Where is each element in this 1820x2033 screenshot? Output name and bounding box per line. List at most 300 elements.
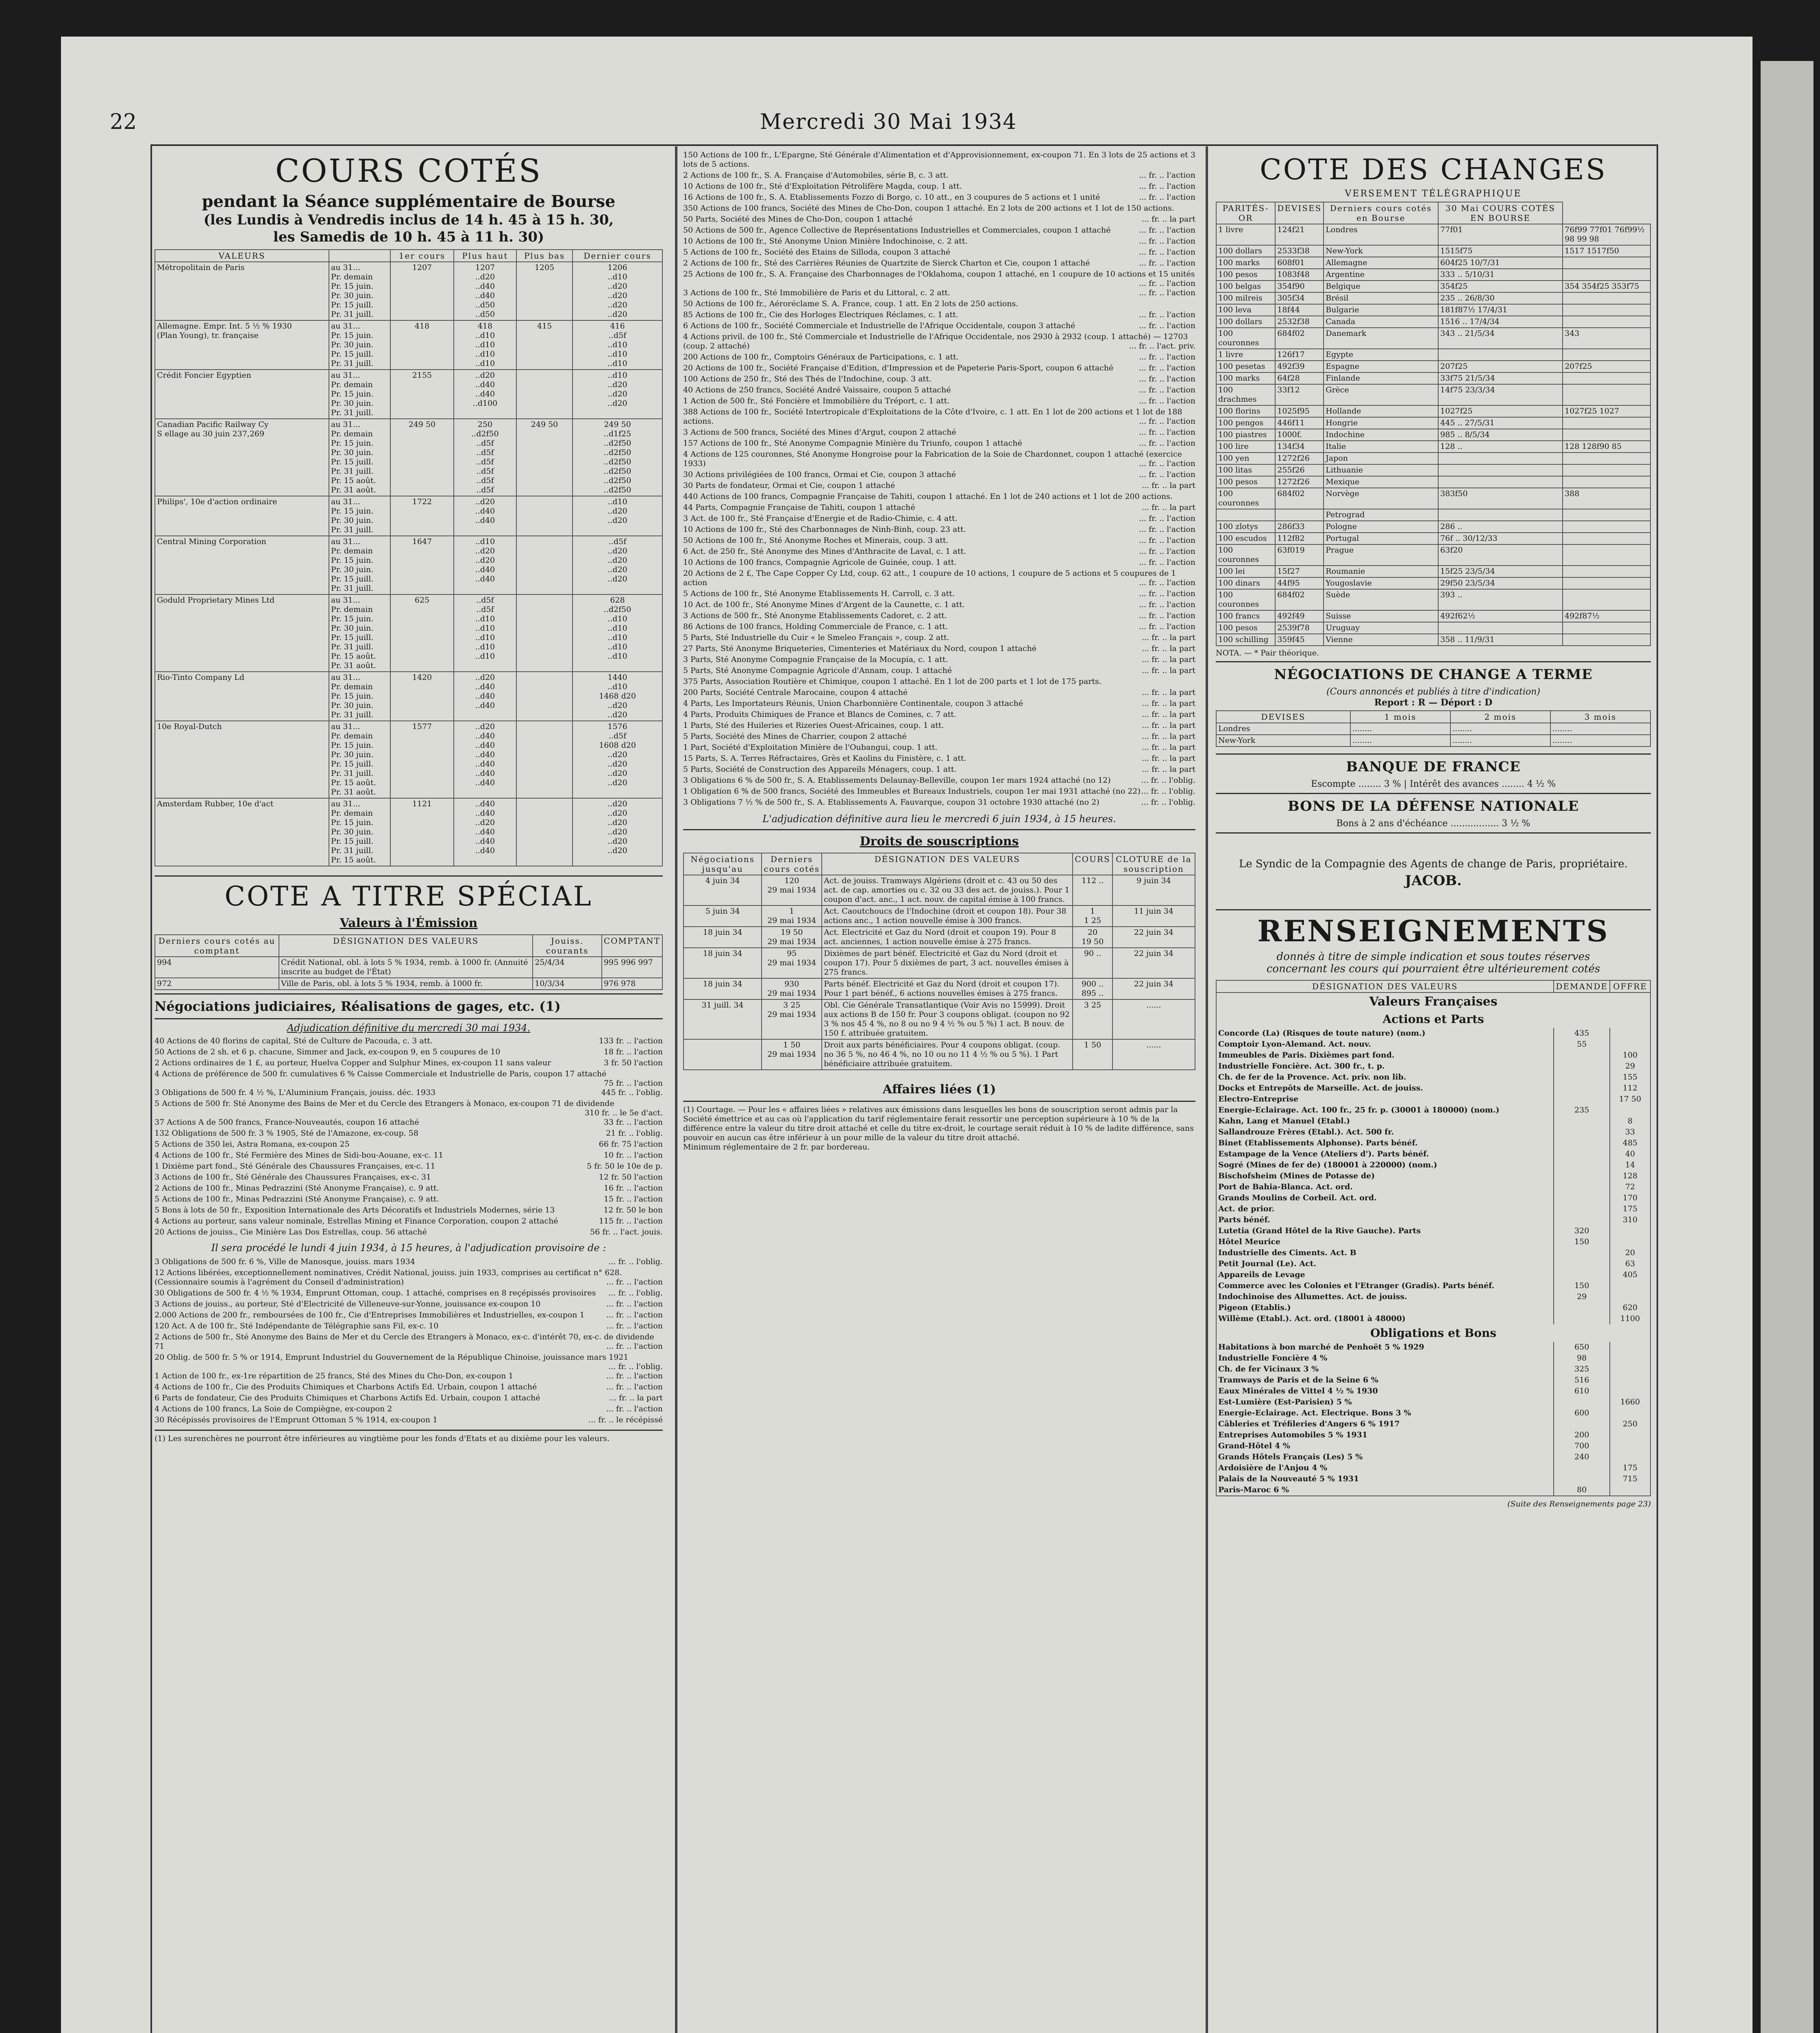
lot-text: 6 Parts de fondateur, Cie des Produits Chimiques et Charbons Actifs Ed. Urbain, coupon 1 attaché — [155, 1393, 540, 1402]
renseignements-cell: 170 — [1610, 1193, 1650, 1204]
changes-cell: 100 milreis — [1216, 292, 1275, 304]
terme-header: DEVISES — [1216, 711, 1350, 723]
lot-price: 18 fr. .. l'action — [603, 1047, 663, 1056]
renseignements-cell: Câbleries et Tréfileries d'Angers 6 % 1917 — [1216, 1419, 1554, 1430]
droits-header: DÉSIGNATION DES VALEURS — [822, 853, 1073, 875]
lot-price: ... fr. .. l'action — [606, 1342, 663, 1351]
lot-text: 4 Actions au porteur, sans valeur nominale, Estrellas Mining et Finance Corporation, coupon 2 attaché — [155, 1217, 558, 1225]
cours-cell: 418 ..d10 ..d10 ..d10 ..d10 — [454, 320, 516, 370]
terme-table — [1216, 710, 1651, 747]
changes-cell: Norvège — [1324, 488, 1438, 509]
lot-text: 1 Obligation 6 % de 500 francs, Société des Immeubles et Bureaux Industriels, coupon 1er mai 1931 attaché (no 22) — [683, 787, 1141, 796]
table-row — [1216, 429, 1650, 441]
titre-special-title: COTE A TITRE SPÉCIAL — [155, 875, 663, 912]
droits-header: COURS — [1073, 853, 1112, 875]
changes-cell: New-York — [1324, 245, 1438, 257]
table-row — [1216, 1127, 1650, 1138]
table-row — [1216, 488, 1650, 509]
list-item — [683, 450, 1195, 468]
terme-title: NÉGOCIATIONS DE CHANGE A TERME — [1274, 666, 1593, 683]
lot-text: 3 Obligations de 500 fr. 6 %, Ville de Manosque, jouiss. mars 1934 — [155, 1257, 415, 1266]
changes-cell — [1563, 589, 1650, 610]
list-item — [155, 1289, 663, 1298]
renseignements-cell: 715 — [1610, 1474, 1650, 1484]
column-right — [1216, 150, 1651, 1509]
lot-text: 157 Actions de 100 fr., Sté Anonyme Compagnie Minière du Triunfo, coupon 1 attaché — [683, 439, 1022, 448]
renseignements-cell — [1554, 1215, 1610, 1225]
changes-cell: Lithuanie — [1324, 464, 1438, 476]
lot-text: 3 Actions de jouiss., au porteur, Sté d'Electricité de Villeneuve-sur-Yonne, jouissance ex-coupon 10 — [155, 1299, 541, 1308]
table-row — [1216, 589, 1650, 610]
list-item — [683, 503, 1195, 512]
changes-cell: 18f44 — [1275, 304, 1324, 316]
renseignements-cell: 405 — [1610, 1269, 1650, 1280]
negociations-lots-2 — [155, 1257, 663, 1426]
lot-text: 50 Actions de 100 fr., Aéroréclame S. A. France, coup. 1 att. En 2 lots de 250 actions. — [683, 299, 1019, 308]
banque-interet: Intérêt des avances — [1409, 779, 1499, 789]
lot-price: 3 fr. 50 l'action — [603, 1058, 663, 1067]
lot-text: 3 Obligations de 500 fr. 4 ½ %, L'Aluminium Français, jouiss. déc. 1933 — [155, 1088, 436, 1097]
changes-cell: 608f01 — [1275, 257, 1324, 269]
list-item — [683, 688, 1195, 697]
table-row — [1216, 405, 1650, 417]
changes-cell — [1563, 304, 1650, 316]
cours-cell: 249 50 — [516, 419, 573, 496]
changes-cell — [1438, 509, 1563, 521]
negociations-footnote: (1) Les surenchères ne pourront être inférieures au vingtième pour les fonds d'Etats et au dixième pour les valeurs. — [155, 1434, 610, 1443]
list-item — [683, 226, 1195, 235]
renseignements-cell: Tramways de Paris et de la Seine 6 % — [1216, 1375, 1554, 1386]
list-item — [155, 1299, 663, 1309]
lot-text: 350 Actions de 100 francs, Société des Mines de Cho-Don, coupon 1 attaché. En 2 lots de 200 actions et 1 lot de 150 actions. — [683, 204, 1174, 213]
cours-cell — [516, 536, 573, 594]
changes-cell: 100 escudos — [1216, 533, 1275, 544]
table-row — [1216, 566, 1650, 577]
lot-price: 133 fr. .. l'action — [599, 1036, 663, 1045]
cours-title: COURS COTÉS — [275, 153, 542, 189]
list-item — [155, 1088, 663, 1097]
cours-cell: ..d20 ..d40 ..d40 ..d100 — [454, 370, 516, 419]
lot-text: 50 Parts, Société des Mines de Cho-Don, coupon 1 attaché — [683, 215, 913, 224]
table-row — [1216, 1050, 1650, 1061]
list-item — [683, 536, 1195, 545]
list-item — [683, 204, 1195, 213]
renseignements-cell — [1554, 1247, 1610, 1258]
table-row — [1216, 509, 1650, 521]
renseignements-cell: 240 — [1554, 1452, 1610, 1463]
renseignements-cell: Palais de la Nouveauté 5 % 1931 — [1216, 1474, 1554, 1484]
terme-cell: ........ — [1550, 735, 1650, 747]
list-item — [155, 1162, 663, 1171]
list-item — [683, 622, 1195, 631]
lot-text: 100 Actions de 250 fr., Sté des Thés de l'Indochine, coup. 3 att. — [683, 374, 932, 383]
lot-text: 5 Bons à lots de 50 fr., Exposition Internationale des Arts Décoratifs et Industriels Modernes, série 13 — [155, 1206, 555, 1215]
changes-cell: 100 couronnes — [1216, 544, 1275, 566]
lot-text: 16 Actions de 100 fr., S. A. Etablissements Fozzo di Borgo, c. 10 att., en 3 coupures de 5 actions et 1 unité — [683, 193, 1100, 202]
changes-cell: 2539f78 — [1275, 622, 1324, 634]
changes-cell: 383f50 — [1438, 488, 1563, 509]
changes-cell: 684f02 — [1275, 328, 1324, 349]
changes-cell: 235 .. 26/8/30 — [1438, 292, 1563, 304]
droits-header: Derniers cours cotés — [762, 853, 822, 875]
list-item — [683, 481, 1195, 490]
list-item — [683, 299, 1195, 309]
renseignements-cell: Industrielle Foncière. Act. 300 fr., t. p. — [1216, 1061, 1554, 1072]
renseignements-cell — [1554, 1116, 1610, 1127]
renseignements-cell: Petit Journal (Le). Act. — [1216, 1258, 1554, 1269]
changes-cell: 181f87½ 17/4/31 — [1438, 304, 1563, 316]
list-item — [683, 439, 1195, 448]
lot-price: 21 fr. .. l'oblig. — [606, 1129, 663, 1138]
lot-price: ... fr. .. l'oblig. — [608, 1362, 663, 1371]
lot-text: 50 Actions de 2 sh. et 6 p. chacune, Simmer and Jack, ex-coupon 9, en 5 coupures de 10 — [155, 1047, 501, 1056]
list-item — [683, 721, 1195, 730]
list-item — [683, 407, 1195, 426]
droits-cell: 120 29 mai 1934 — [762, 875, 822, 905]
emission-header: Derniers cours cotés au comptant — [155, 935, 279, 957]
changes-cell: Portugal — [1324, 533, 1438, 544]
table-row — [155, 536, 662, 594]
list-item — [683, 754, 1195, 763]
droits-cell: Act. de jouiss. Tramways Algériens (droit et c. 43 ou 50 des act. de cap. amorties ou c. 32 ou 33 des act. de jouiss.). Pour 1 coupon d'act. anc., 1 act. nouv. de capital émise à 100 francs. — [822, 875, 1073, 905]
cours-cell: au 31... Pr. demain Pr. 15 juin. Pr. 30 juin. Pr. 15 juill. Pr. 31 juill. Pr. 15 août. — [329, 798, 390, 866]
changes-cell: 100 lei — [1216, 566, 1275, 577]
list-item — [155, 1217, 663, 1226]
table-row — [155, 798, 662, 866]
lot-text: 3 Act. de 100 fr., Sté Française d'Energie et de Radio-Chimie, c. 4 att. — [683, 514, 958, 523]
changes-cell — [1563, 429, 1650, 441]
renseignements-cell: 80 — [1554, 1484, 1610, 1496]
changes-cell — [1563, 566, 1650, 577]
renseignements-cell: Willème (Etabl.). Act. ord. (18001 à 48000) — [1216, 1313, 1554, 1324]
cours-cell: Central Mining Corporation — [155, 536, 329, 594]
list-item — [155, 1228, 663, 1237]
renseignements-cell — [1554, 1138, 1610, 1149]
list-item — [155, 1321, 663, 1331]
table-row — [1216, 361, 1650, 372]
changes-cell: 100 marks — [1216, 257, 1275, 269]
changes-cell: Hollande — [1324, 405, 1438, 417]
emission-header: DÉSIGNATION DES VALEURS — [279, 935, 533, 957]
lot-price: 115 fr. .. l'action — [599, 1217, 663, 1225]
changes-cell: 684f02 — [1275, 589, 1324, 610]
cours-cell: Philips', 10e d'action ordinaire — [155, 496, 329, 536]
lot-text: 12 Actions libérées, exceptionnellement nominatives, Crédit National, jouiss. juin 1933, comprises au certificat n° 628. (Cessionnaire soumis à l'agrément du Conseil d'administration) — [155, 1268, 622, 1286]
list-item — [683, 589, 1195, 599]
renseignements-cell: 320 — [1554, 1225, 1610, 1236]
list-item — [155, 1371, 663, 1381]
lot-text: 10 Actions de 100 fr., Sté d'Exploitation Pétrolifère Magda, coup. 1 att. — [683, 182, 962, 191]
column-middle — [683, 150, 1195, 1152]
lot-price: ... fr. .. l'action — [1139, 622, 1195, 631]
renseignements-cell: Energie-Eclairage. Act. 100 fr., 25 fr. p. (30001 à 180000) (nom.) — [1216, 1105, 1554, 1116]
table-row — [1216, 384, 1650, 405]
table-row — [684, 948, 1195, 978]
list-item — [683, 470, 1195, 479]
renseignements-cell: Grand-Hôtel 4 % — [1216, 1441, 1554, 1452]
table-row — [684, 978, 1195, 999]
lot-text: 20 Actions de 100 fr., Société Française d'Edition, d'Impression et de Papeterie Paris-Sport, coupon 6 attaché — [683, 364, 1114, 372]
lot-price: ... fr. .. l'action — [1139, 288, 1195, 297]
table-row — [684, 875, 1195, 905]
renseignements-cell: 200 — [1554, 1430, 1610, 1441]
lot-price: ... fr. .. l'action — [1139, 417, 1195, 426]
lot-text: 5 Actions de 100 fr., Sté Anonyme Etablissements H. Carroll, c. 3 att. — [683, 589, 955, 598]
droits-cell: Droit aux parts bénéficiaires. Pour 4 coupons obligat. (coup. no 36 5 %, no 46 4 %, no 10 ou no 11 4 ½ % ou 5 %). 1 Part bénéficiaire attribuée gratuitem. — [822, 1039, 1073, 1070]
droits-cell: ...... — [1112, 1039, 1195, 1070]
changes-nota: NOTA. — * Pair théorique. — [1216, 649, 1319, 657]
list-item — [683, 644, 1195, 653]
lot-price: ... fr. .. la part — [1141, 699, 1195, 708]
renseignements-cell — [1554, 1160, 1610, 1171]
lot-price: ... fr. .. la part — [1141, 503, 1195, 512]
table-row — [1216, 1116, 1650, 1127]
lot-text: 3 Obligations 6 % de 500 fr., S. A. Etablissements Delaunay-Belleville, coupon 1er mars 1924 attaché (no 12) — [683, 776, 1111, 785]
renseignements-cell — [1554, 1269, 1610, 1280]
column-divider — [675, 146, 677, 2033]
table-row — [1216, 1375, 1650, 1386]
table-row — [1216, 1138, 1650, 1149]
list-item — [683, 776, 1195, 785]
lot-price: ... fr. .. l'action — [1139, 353, 1195, 361]
lot-text: 30 Obligations de 500 fr. 4 ½ % 1934, Emprunt Ottoman, coup. 1 attaché, comprises en 8 reçépissés provisoires — [155, 1289, 596, 1297]
droits-title: Droits de souscriptions — [860, 834, 1019, 849]
renseignements-cell — [1610, 1375, 1650, 1386]
emission-cell: 10/3/34 — [533, 978, 602, 990]
table-row — [155, 721, 662, 798]
section-row — [1216, 1324, 1650, 1342]
table-row — [155, 370, 662, 419]
renseignements-header: DEMANDE — [1554, 980, 1610, 993]
lot-text: 1 Parts, Sté des Huileries et Rizeries Ouest-Africaines, coup. 1 att. — [683, 721, 944, 730]
table-row — [684, 999, 1195, 1039]
changes-cell: 15f27 — [1275, 566, 1324, 577]
changes-cell: Egypte — [1324, 349, 1438, 361]
renseignements-cell: Sallandrouze Frères (Etabl.). Act. 500 fr. — [1216, 1127, 1554, 1138]
table-row — [1216, 1342, 1650, 1353]
table-row — [1216, 1484, 1650, 1496]
lot-price: ... fr. .. l'action — [1139, 428, 1195, 437]
renseignements-cell — [1554, 1094, 1610, 1105]
renseignements-cell: Industrielle des Ciments. Act. B — [1216, 1247, 1554, 1258]
changes-cell: Danemark — [1324, 328, 1438, 349]
banque-escompte: Escompte — [1311, 779, 1356, 789]
changes-cell — [1216, 509, 1275, 521]
cours-cell: ..d20 ..d40 ..d40 ..d40 — [454, 672, 516, 721]
cours-cell: 628 ..d2f50 ..d10 ..d10 ..d10 ..d10 ..d10 — [573, 594, 662, 672]
lot-text: 5 Parts, Sté Industrielle du Cuir « le Smeleo Français », coup. 2 att. — [683, 633, 949, 642]
list-item — [155, 1382, 663, 1392]
cours-cell: ..d10 ..d20 ..d20 ..d40 ..d40 — [454, 536, 516, 594]
renseignements-cell: 1100 — [1610, 1313, 1650, 1324]
banque-escompte-value: 3 % — [1384, 779, 1401, 789]
lot-price: ... fr. .. l'action — [606, 1310, 663, 1319]
changes-cell: 1517 1517f50 — [1563, 245, 1650, 257]
lot-text: 10 Actions de 100 fr., Sté des Charbonnages de Ninh-Binh, coup. 23 att. — [683, 525, 966, 534]
droits-cell: Act. Electricité et Gaz du Nord (droit et coupon 19). Pour 8 act. anciennes, 1 action nouvelle émise à 275 francs. — [822, 927, 1073, 948]
changes-cell — [1438, 453, 1563, 464]
cours-hours-2: les Samedis de 10 h. 45 à 11 h. 30) — [273, 229, 544, 245]
lot-text: 120 Act. A de 100 fr., Sté Indépendante de Télégraphie sans Fil, ex-c. 10 — [155, 1321, 439, 1330]
renseignements-cell — [1610, 1039, 1650, 1050]
list-item — [683, 259, 1195, 268]
cours-cell: ..d20 ..d40 ..d40 — [454, 496, 516, 536]
lot-text: 20 Actions de jouiss., Cie Minière Las Dos Estrellas, coup. 56 attaché — [155, 1228, 427, 1236]
renseignements-cell: 8 — [1610, 1116, 1650, 1127]
renseignements-cell — [1610, 1291, 1650, 1302]
table-row — [1216, 1193, 1650, 1204]
changes-cell: 33f75 21/5/34 — [1438, 372, 1563, 384]
cours-cell: 415 — [516, 320, 573, 370]
changes-cell: 128 .. — [1438, 441, 1563, 453]
cours-cell: au 31... Pr. 15 juin. Pr. 30 juin. Pr. 31 juill. — [329, 496, 390, 536]
lot-price: ... fr. .. l'oblig. — [1141, 776, 1195, 785]
changes-cell: Prague — [1324, 544, 1438, 566]
list-item — [683, 798, 1195, 807]
banque-interet-value: 4 ½ % — [1527, 779, 1556, 789]
renseignements-cell — [1554, 1149, 1610, 1160]
lot-text: 5 Parts, Société des Mines de Charrier, coupon 2 attaché — [683, 732, 907, 741]
renseignements-cell — [1554, 1182, 1610, 1193]
lot-text: 50 Actions de 100 fr., Sté Anonyme Roches et Minerais, coup. 3 att. — [683, 536, 949, 545]
changes-cell: Argentine — [1324, 269, 1438, 281]
changes-header: 30 Mai COURS COTÉS EN BOURSE — [1438, 202, 1563, 224]
terme-cell: ........ — [1350, 723, 1450, 735]
emission-header: Jouiss. courants — [533, 935, 602, 957]
renseignements-cell: Ch. de fer de la Provence. Act. priv. non lib. — [1216, 1072, 1554, 1083]
list-item — [683, 492, 1195, 501]
renseignements-sub-1: donnés à titre de simple indication et sous toutes réserves — [1276, 951, 1590, 963]
table-row — [1216, 349, 1650, 361]
table-row — [1216, 1094, 1650, 1105]
changes-header: DEVISES — [1275, 202, 1324, 224]
emission-cell: Crédit National, obl. à lots 5 % 1934, remb. à 1000 fr. (Annuité inscrite au budget de l'État) — [279, 957, 533, 978]
emission-cell: 995 996 997 — [602, 957, 662, 978]
lot-text: 4 Actions privil. de 100 fr., Sté Commerciale et Industrielle de l'Afrique Occidentale, nos 2930 à 2932 (coup. 1 attaché) — 12703 (coup. 2 attaché) — [683, 332, 1188, 350]
lot-price: ... fr. .. l'action — [1139, 536, 1195, 545]
cours-cell: au 31... Pr. demain Pr. 15 juin. Pr. 30 juin. Pr. 15 juill. Pr. 31 juill. Pr. 15 août. Pr. 31 août. — [329, 594, 390, 672]
renseignements-cell — [1554, 1083, 1610, 1094]
emission-title: Valeurs à l'Émission — [340, 916, 478, 930]
droits-cell: 4 juin 34 — [684, 875, 762, 905]
changes-cell: 492f87½ — [1563, 610, 1650, 622]
changes-subtitle: VERSEMENT TÉLÉGRAPHIQUE — [1345, 189, 1522, 199]
lot-price: ... fr. .. l'action — [1139, 600, 1195, 609]
changes-cell: 2533f38 — [1275, 245, 1324, 257]
changes-cell: 100 drachmes — [1216, 384, 1275, 405]
renseignements-cell: 610 — [1554, 1386, 1610, 1397]
book-spine — [1761, 61, 1813, 2033]
column-left — [155, 150, 663, 1443]
droits-cell: 1 50 — [1073, 1039, 1112, 1070]
changes-header: PARITÉS-OR — [1216, 202, 1275, 224]
affaires-note: (1) Courtage. — Pour les « affaires liées » relatives aux émissions dans lesquelles les bons de souscription seront admis par la Société émettrice et au cas où l'application du tarif réglementaire ferait ressortir une perception supérieure à 10 % de la différence entre la valeur du titre droit attaché et celle du titre ex-droit, le courtage serait réduit à 10 % de ladite différence, sans pouvoir en aucun cas être inférieur à un pour mille de la valeur du titre droit attaché. — [683, 1105, 1194, 1142]
list-item — [155, 1353, 663, 1371]
table-row — [1216, 1419, 1650, 1430]
changes-cell: Italie — [1324, 441, 1438, 453]
lot-text: 30 Parts de fondateur, Ormai et Cie, coupon 1 attaché — [683, 481, 895, 490]
renseignements-cell: Ardoisière de l'Anjou 4 % — [1216, 1463, 1554, 1474]
renseignements-cell: 29 — [1610, 1061, 1650, 1072]
droits-cell — [684, 1039, 762, 1070]
renseignements-cell: Bischofsheim (Mines de Potasse de) — [1216, 1171, 1554, 1182]
banque-row: Escompte ........ 3 % | Intérêt des avances ........ 4 ½ % — [1311, 779, 1556, 789]
changes-cell — [1563, 417, 1650, 429]
changes-cell — [1438, 464, 1563, 476]
renseignements-cell: 150 — [1554, 1280, 1610, 1291]
lot-price: ... fr. .. l'action — [1139, 525, 1195, 534]
renseignements-cell: 250 — [1610, 1419, 1650, 1430]
list-item — [683, 699, 1195, 708]
lot-text: 1 Dixième part fond., Sté Générale des Chaussures Françaises, ex-c. 11 — [155, 1162, 435, 1171]
table-row — [1216, 1204, 1650, 1215]
changes-cell: 100 florins — [1216, 405, 1275, 417]
list-item — [683, 611, 1195, 620]
list-item — [683, 655, 1195, 664]
table-row — [1216, 476, 1650, 488]
changes-cell: 14f75 23/3/34 — [1438, 384, 1563, 405]
table-row — [1216, 281, 1650, 292]
renseignements-cell: Entreprises Automobiles 5 % 1931 — [1216, 1430, 1554, 1441]
cours-cell: Amsterdam Rubber, 10e d'act — [155, 798, 329, 866]
renseignements-suite: (Suite des Renseignements page 23) — [1507, 1500, 1651, 1508]
lot-price: ... fr. .. l'action — [1139, 578, 1195, 587]
cours-cell: 416 ..d5f ..d10 ..d10 ..d10 — [573, 320, 662, 370]
table-row — [1216, 1182, 1650, 1193]
changes-cell: 207f25 — [1563, 361, 1650, 372]
changes-cell — [1563, 292, 1650, 304]
list-item — [683, 558, 1195, 567]
table-row — [684, 905, 1195, 927]
lot-text: 44 Parts, Compagnie Française de Tahiti, coupon 1 attaché — [683, 503, 915, 512]
droits-cell: 18 juin 34 — [684, 948, 762, 978]
lot-text: 375 Parts, Association Routière et Chimique, coupon 1 attaché. En 1 lot de 200 parts et 1 lot de 175 parts. — [683, 677, 1102, 686]
renseignements-cell — [1554, 1302, 1610, 1313]
list-item — [683, 569, 1195, 588]
table-row — [1216, 544, 1650, 566]
terme-subtitle: (Cours annoncés et publiés à titre d'indication) — [1326, 687, 1540, 697]
terme-header: 3 mois — [1550, 711, 1650, 723]
renseignements-cell — [1610, 1105, 1650, 1116]
middle-lots — [683, 150, 1195, 809]
renseignements-cell — [1610, 1441, 1650, 1452]
droits-cell: 31 juill. 34 — [684, 999, 762, 1039]
renseignements-cell — [1610, 1386, 1650, 1397]
list-item — [155, 1129, 663, 1138]
list-item — [155, 1140, 663, 1149]
list-item — [683, 310, 1195, 320]
lot-price: ... fr. .. la part — [1141, 688, 1195, 697]
cours-cell: 10e Royal-Dutch — [155, 721, 329, 798]
cours-cell — [516, 594, 573, 672]
renseignements-cell — [1554, 1061, 1610, 1072]
lot-price: ... fr. .. l'action — [606, 1299, 663, 1308]
changes-cell: Suède — [1324, 589, 1438, 610]
lot-text: 5 Parts, Société de Construction des Appareils Ménagers, coup. 1 att. — [683, 765, 957, 774]
list-item — [683, 248, 1195, 257]
list-item — [683, 193, 1195, 202]
cours-cell: ..d20 ..d40 ..d40 ..d40 ..d40 ..d40 ..d40 — [454, 721, 516, 798]
lot-text: 30 Actions privilégiées de 100 francs, Ormai et Cie, coupon 3 attaché — [683, 470, 956, 479]
lot-text: 1 Action de 500 fr., Sté Foncière et Immobilière du Tréport, c. 1 att. — [683, 396, 950, 405]
renseignements-cell: 155 — [1610, 1072, 1650, 1083]
lot-price: ... fr. .. l'action — [1139, 514, 1195, 523]
table-row — [1216, 622, 1650, 634]
renseignements-cell: Kahn, Lang et Manuel (Etabl.) — [1216, 1116, 1554, 1127]
cours-header: VALEURS — [155, 250, 329, 262]
table-row — [1216, 453, 1650, 464]
section-heading: Obligations et Bons — [1216, 1324, 1650, 1342]
